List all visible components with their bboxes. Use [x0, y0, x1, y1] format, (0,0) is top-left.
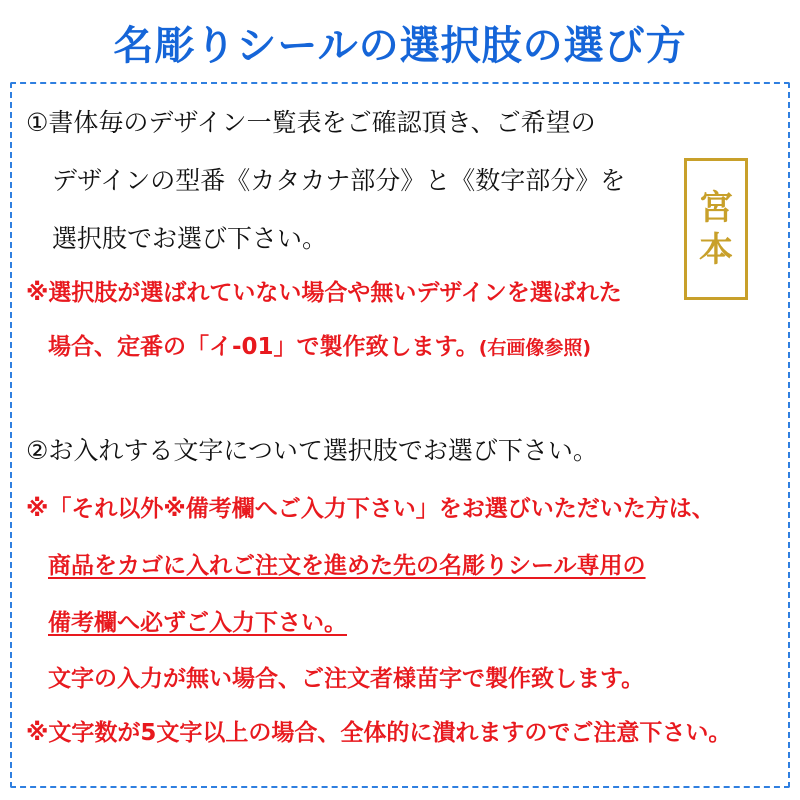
- step2-note-line1: ※「それ以外※備考欄へご入力下さい」をお選びいただいた方は、: [26, 496, 715, 522]
- step2-note-line2: 商品をカゴに入れご注文を進めた先の名彫りシール専用の: [48, 553, 646, 579]
- seal-char-first: 宮: [699, 187, 733, 228]
- step2-note-line4: 文字の入力が無い場合、ご注文者様苗字で製作致します。: [48, 666, 645, 692]
- step1-line1: ①書体毎のデザイン一覧表をご確認頂き、ご希望の: [26, 108, 596, 137]
- seal-char-second: 本: [699, 230, 733, 270]
- step1-line2: デザインの型番《カタカナ部分》と《数字部分》を: [52, 166, 626, 195]
- step1-note-line2-main: 場合、定番の「イ-01」で製作致します。: [48, 334, 479, 360]
- step2-line1: ②お入れする文字について選択肢でお選び下さい。: [26, 436, 598, 465]
- step1-note-line1: ※選択肢が選ばれていない場合や無いデザインを選ばれた: [26, 280, 622, 306]
- step2-note-line3: 備考欄へ必ずご入力下さい。: [48, 610, 347, 636]
- step1-line3: 選択肢でお選び下さい。: [52, 224, 328, 253]
- page-title: 名彫りシールの選択肢の選び方: [113, 23, 687, 69]
- step2-note-line5: ※文字数が5文字以上の場合、全体的に潰れますのでご注意下さい。: [26, 720, 732, 746]
- step1-note-line2-sub: (右画像参照): [478, 337, 592, 359]
- sample-seal-image: [684, 158, 748, 300]
- step1-note-line2: [26, 336, 591, 359]
